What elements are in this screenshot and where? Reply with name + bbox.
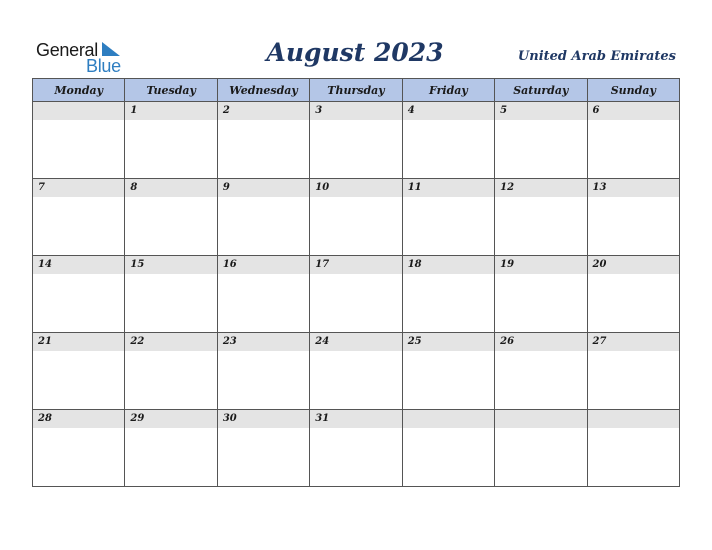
day-number: 7 — [33, 179, 124, 197]
week-row — [33, 102, 680, 179]
day-number: 8 — [125, 179, 216, 197]
weekday-header: Wednesday — [217, 79, 309, 102]
day-cell — [587, 102, 679, 179]
day-cell — [495, 410, 587, 487]
day-number: 14 — [33, 256, 124, 274]
day-cell — [217, 410, 309, 487]
day-cell — [310, 333, 402, 410]
week-row — [33, 179, 680, 256]
day-number: 26 — [495, 333, 586, 351]
weekday-header-row — [33, 79, 680, 102]
week-row — [33, 333, 680, 410]
day-number: 10 — [310, 179, 401, 197]
day-cell — [125, 179, 217, 256]
day-number: 3 — [310, 102, 401, 120]
day-cell — [495, 333, 587, 410]
day-cell — [33, 333, 125, 410]
day-number — [403, 410, 494, 428]
day-cell — [310, 256, 402, 333]
day-cell — [402, 333, 494, 410]
day-number: 12 — [495, 179, 586, 197]
day-number: 31 — [310, 410, 401, 428]
logo-triangle-icon — [100, 42, 120, 56]
day-number: 15 — [125, 256, 216, 274]
day-cell — [402, 102, 494, 179]
day-number: 23 — [218, 333, 309, 351]
day-number — [588, 410, 679, 428]
day-number: 21 — [33, 333, 124, 351]
weekday-header: Thursday — [310, 79, 402, 102]
day-cell — [125, 102, 217, 179]
day-cell — [217, 256, 309, 333]
day-cell — [402, 410, 494, 487]
day-number: 17 — [310, 256, 401, 274]
day-cell — [125, 333, 217, 410]
calendar-title: August 2023 — [266, 38, 444, 67]
day-cell — [587, 256, 679, 333]
week-row — [33, 256, 680, 333]
day-number: 16 — [218, 256, 309, 274]
day-cell — [310, 179, 402, 256]
logo — [36, 40, 136, 74]
day-cell — [125, 256, 217, 333]
day-number: 27 — [588, 333, 679, 351]
day-cell — [310, 102, 402, 179]
day-number: 1 — [125, 102, 216, 120]
day-number — [33, 102, 124, 120]
day-cell — [402, 179, 494, 256]
weekday-header: Friday — [402, 79, 494, 102]
calendar-grid — [32, 78, 680, 487]
weekday-header: Tuesday — [125, 79, 217, 102]
day-number: 20 — [588, 256, 679, 274]
country-name: United Arab Emirates — [517, 49, 676, 64]
day-number — [495, 410, 586, 428]
day-cell — [33, 256, 125, 333]
weekday-header: Sunday — [587, 79, 679, 102]
day-number: 11 — [403, 179, 494, 197]
day-number: 24 — [310, 333, 401, 351]
day-cell — [402, 256, 494, 333]
week-row — [33, 410, 680, 487]
weekday-header: Saturday — [495, 79, 587, 102]
day-number: 18 — [403, 256, 494, 274]
day-cell — [217, 102, 309, 179]
day-cell — [587, 179, 679, 256]
day-cell — [495, 256, 587, 333]
day-number: 28 — [33, 410, 124, 428]
day-number: 30 — [218, 410, 309, 428]
day-cell — [495, 102, 587, 179]
day-cell — [125, 410, 217, 487]
day-number: 22 — [125, 333, 216, 351]
day-cell — [33, 410, 125, 487]
logo-general-text: General — [36, 40, 98, 60]
day-number: 9 — [218, 179, 309, 197]
day-cell — [33, 102, 125, 179]
day-cell — [33, 179, 125, 256]
day-cell — [495, 179, 587, 256]
weekday-header: Monday — [33, 79, 125, 102]
day-number: 5 — [495, 102, 586, 120]
day-number: 29 — [125, 410, 216, 428]
day-cell — [217, 179, 309, 256]
day-number: 25 — [403, 333, 494, 351]
day-number: 2 — [218, 102, 309, 120]
day-number: 6 — [588, 102, 679, 120]
day-cell — [587, 410, 679, 487]
day-cell — [217, 333, 309, 410]
day-number: 19 — [495, 256, 586, 274]
logo-blue-text: Blue — [86, 56, 121, 76]
day-cell — [587, 333, 679, 410]
day-number: 4 — [403, 102, 494, 120]
day-number: 13 — [588, 179, 679, 197]
day-cell — [310, 410, 402, 487]
